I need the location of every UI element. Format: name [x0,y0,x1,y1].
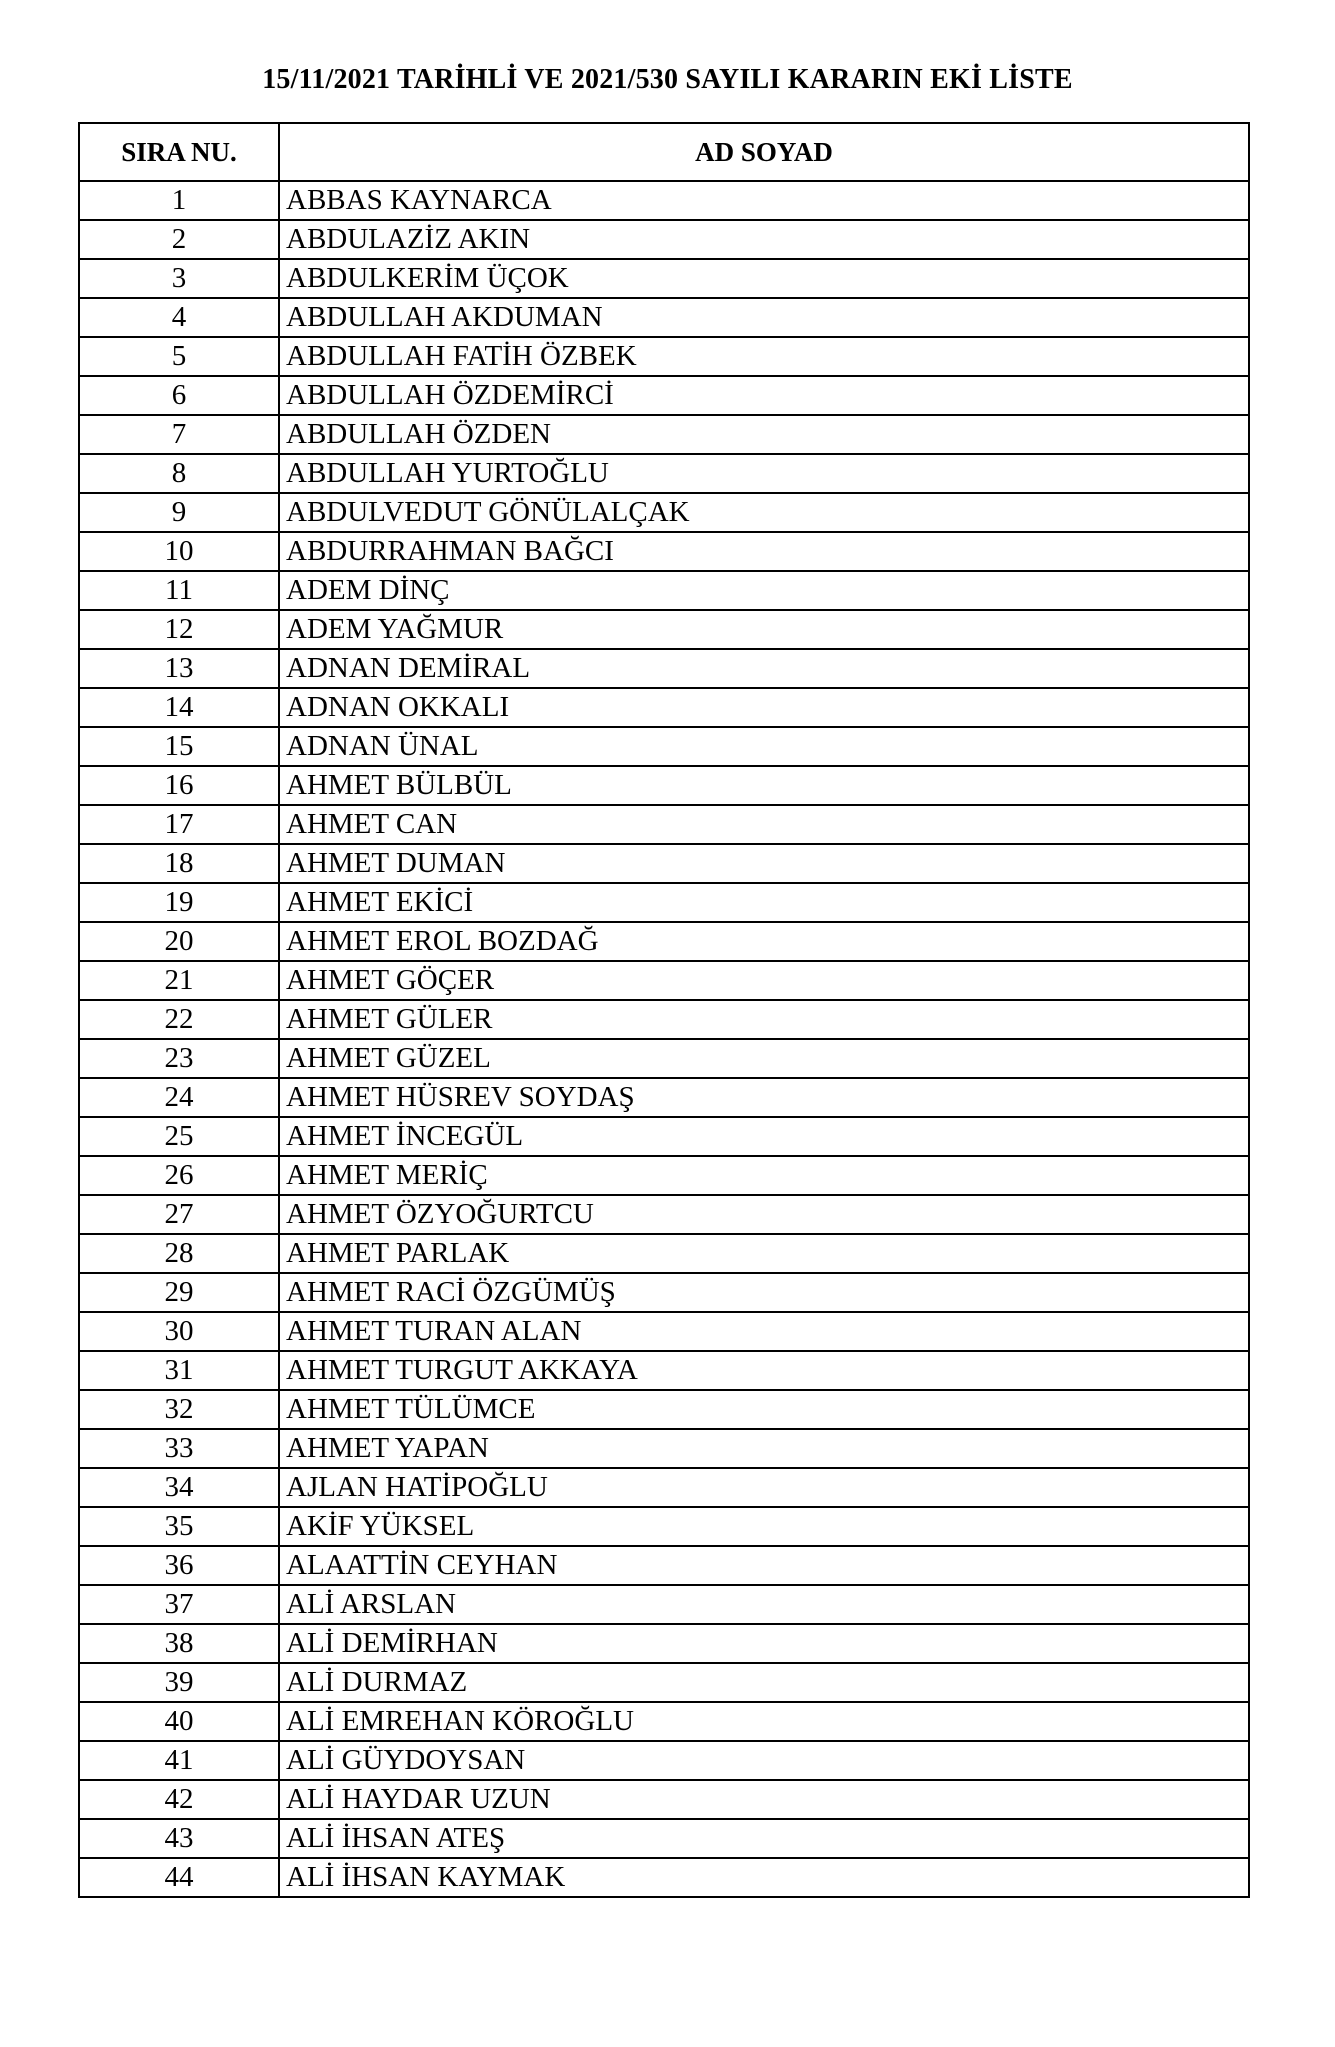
table-row [79,1585,1249,1624]
row-number-cell: 7 [79,415,279,454]
row-number-cell: 17 [79,805,279,844]
row-name-cell: ABDULLAH FATİH ÖZBEK [279,337,1249,376]
table-row [79,1117,1249,1156]
row-number-cell: 5 [79,337,279,376]
row-name-cell: AHMET ÖZYOĞURTCU [279,1195,1249,1234]
row-name-cell: ADEM YAĞMUR [279,610,1249,649]
row-number-cell: 20 [79,922,279,961]
row-name-cell: ALİ DURMAZ [279,1663,1249,1702]
table-row [79,844,1249,883]
row-name-cell: ADEM DİNÇ [279,571,1249,610]
table-row [79,1702,1249,1741]
row-number-cell: 26 [79,1156,279,1195]
row-name-cell: ABDULLAH AKDUMAN [279,298,1249,337]
row-name-cell: AHMET RACİ ÖZGÜMÜŞ [279,1273,1249,1312]
row-number-cell: 6 [79,376,279,415]
table-row [79,1819,1249,1858]
table-row [79,259,1249,298]
row-number-cell: 18 [79,844,279,883]
row-name-cell: ALİ GÜYDOYSAN [279,1741,1249,1780]
table-body [79,181,1249,1897]
table-row [79,961,1249,1000]
row-name-cell: AHMET TÜLÜMCE [279,1390,1249,1429]
row-name-cell: ABDULLAH ÖZDEMİRCİ [279,376,1249,415]
row-number-cell: 22 [79,1000,279,1039]
row-number-cell: 23 [79,1039,279,1078]
table-row [79,766,1249,805]
row-number-cell: 10 [79,532,279,571]
row-name-cell: AHMET CAN [279,805,1249,844]
row-name-cell: AHMET BÜLBÜL [279,766,1249,805]
row-number-cell: 16 [79,766,279,805]
row-name-cell: ALAATTİN CEYHAN [279,1546,1249,1585]
table-row [79,1858,1249,1897]
table-row [79,571,1249,610]
row-number-cell: 2 [79,220,279,259]
table-row [79,1429,1249,1468]
row-number-cell: 35 [79,1507,279,1546]
row-number-cell: 9 [79,493,279,532]
row-number-cell: 30 [79,1312,279,1351]
row-name-cell: AHMET TURGUT AKKAYA [279,1351,1249,1390]
table-row [79,688,1249,727]
table-row [79,1234,1249,1273]
row-number-cell: 8 [79,454,279,493]
row-number-cell: 27 [79,1195,279,1234]
row-name-cell: ALİ EMREHAN KÖROĞLU [279,1702,1249,1741]
table-row [79,1156,1249,1195]
column-header-sira-nu: SIRA NU. [79,123,279,181]
row-number-cell: 28 [79,1234,279,1273]
row-name-cell: ABDULLAH YURTOĞLU [279,454,1249,493]
row-name-cell: ADNAN DEMİRAL [279,649,1249,688]
table-row [79,1273,1249,1312]
table-row [79,922,1249,961]
table-row [79,1312,1249,1351]
table-row [79,181,1249,220]
table-row [79,1780,1249,1819]
row-name-cell: ABDULVEDUT GÖNÜLALÇAK [279,493,1249,532]
table-row [79,1741,1249,1780]
table-row [79,1195,1249,1234]
row-number-cell: 29 [79,1273,279,1312]
table-row [79,1546,1249,1585]
row-name-cell: ALİ DEMİRHAN [279,1624,1249,1663]
table-row [79,298,1249,337]
row-name-cell: AHMET EROL BOZDAĞ [279,922,1249,961]
row-name-cell: ABDULLAH ÖZDEN [279,415,1249,454]
table-row [79,415,1249,454]
row-number-cell: 4 [79,298,279,337]
table-row [79,220,1249,259]
row-name-cell: AJLAN HATİPOĞLU [279,1468,1249,1507]
row-name-cell: AHMET İNCEGÜL [279,1117,1249,1156]
row-number-cell: 44 [79,1858,279,1897]
row-number-cell: 43 [79,1819,279,1858]
column-header-ad-soyad: AD SOYAD [279,123,1249,181]
row-name-cell: ABDULAZİZ AKIN [279,220,1249,259]
table-row [79,1039,1249,1078]
row-number-cell: 38 [79,1624,279,1663]
row-name-cell: ADNAN ÜNAL [279,727,1249,766]
row-name-cell: AHMET PARLAK [279,1234,1249,1273]
row-number-cell: 40 [79,1702,279,1741]
table-row [79,1468,1249,1507]
table-row [79,376,1249,415]
row-name-cell: ALİ ARSLAN [279,1585,1249,1624]
table-row [79,883,1249,922]
table-row [79,1390,1249,1429]
row-number-cell: 32 [79,1390,279,1429]
row-number-cell: 34 [79,1468,279,1507]
table-row [79,454,1249,493]
row-number-cell: 21 [79,961,279,1000]
row-name-cell: AHMET MERİÇ [279,1156,1249,1195]
table-row [79,1351,1249,1390]
row-name-cell: AHMET YAPAN [279,1429,1249,1468]
row-number-cell: 25 [79,1117,279,1156]
row-name-cell: ALİ İHSAN ATEŞ [279,1819,1249,1858]
document-title: 15/11/2021 TARİHLİ VE 2021/530 SAYILI KARARIN EKİ LİSTE [262,64,1073,95]
row-name-cell: ABBAS KAYNARCA [279,181,1249,220]
table-row [79,1663,1249,1702]
table-row [79,1078,1249,1117]
table-row [79,1624,1249,1663]
row-number-cell: 15 [79,727,279,766]
row-name-cell: ALİ İHSAN KAYMAK [279,1858,1249,1897]
row-number-cell: 33 [79,1429,279,1468]
table-row [79,493,1249,532]
row-number-cell: 41 [79,1741,279,1780]
table-row [79,610,1249,649]
table-row [79,532,1249,571]
table-header-row [79,123,1249,181]
row-name-cell: AHMET GÖÇER [279,961,1249,1000]
table-row [79,1507,1249,1546]
row-name-cell: AHMET DUMAN [279,844,1249,883]
row-number-cell: 12 [79,610,279,649]
row-name-cell: AHMET HÜSREV SOYDAŞ [279,1078,1249,1117]
table-row [79,337,1249,376]
row-name-cell: AKİF YÜKSEL [279,1507,1249,1546]
row-number-cell: 11 [79,571,279,610]
table-row [79,805,1249,844]
row-number-cell: 19 [79,883,279,922]
row-number-cell: 36 [79,1546,279,1585]
row-number-cell: 37 [79,1585,279,1624]
row-name-cell: ALİ HAYDAR UZUN [279,1780,1249,1819]
row-number-cell: 39 [79,1663,279,1702]
row-number-cell: 14 [79,688,279,727]
table-row [79,727,1249,766]
row-number-cell: 3 [79,259,279,298]
row-name-cell: AHMET GÜZEL [279,1039,1249,1078]
row-name-cell: AHMET TURAN ALAN [279,1312,1249,1351]
row-name-cell: AHMET EKİCİ [279,883,1249,922]
row-number-cell: 24 [79,1078,279,1117]
table-row [79,1000,1249,1039]
row-number-cell: 1 [79,181,279,220]
row-number-cell: 31 [79,1351,279,1390]
row-number-cell: 42 [79,1780,279,1819]
row-name-cell: ADNAN OKKALI [279,688,1249,727]
row-number-cell: 13 [79,649,279,688]
row-name-cell: ABDULKERİM ÜÇOK [279,259,1249,298]
row-name-cell: AHMET GÜLER [279,1000,1249,1039]
name-list-table [78,122,1250,1898]
table-row [79,649,1249,688]
row-name-cell: ABDURRAHMAN BAĞCI [279,532,1249,571]
